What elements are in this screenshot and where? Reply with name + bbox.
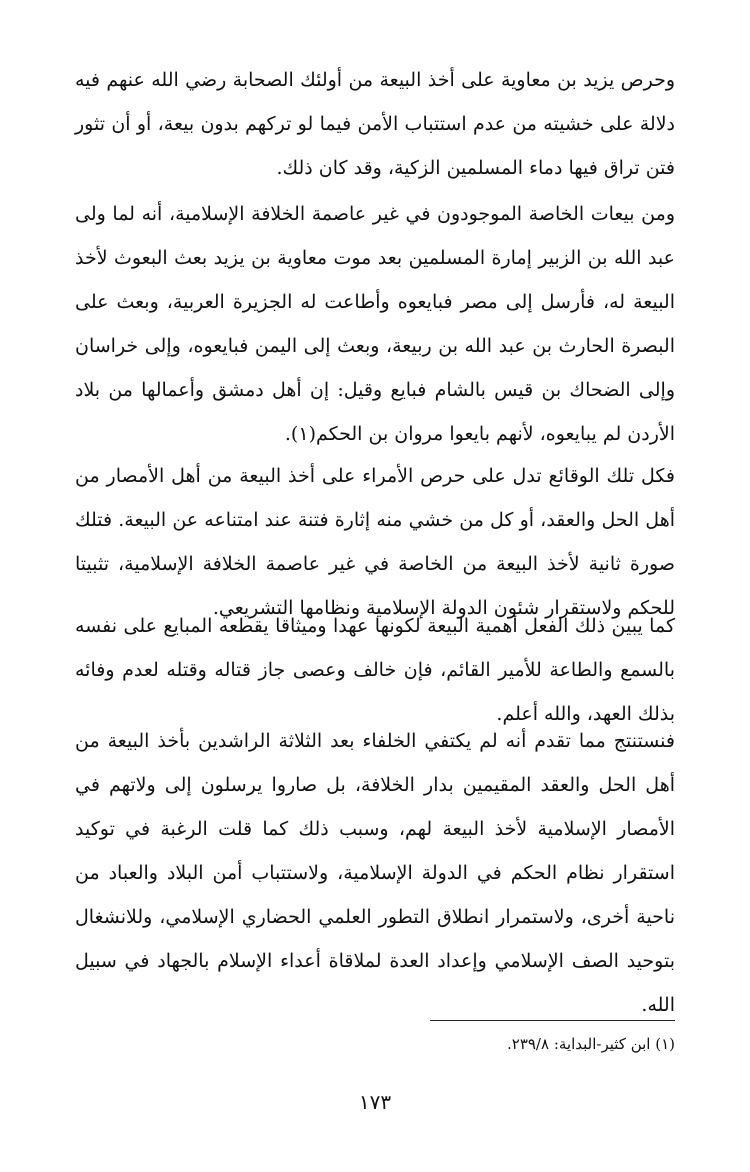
paragraph-4: كما يبين ذلك الفعل أهمية البيعة لكونها عهدا وميثاقا يقطعه المبايع على نفسه بالسمع والطاعة للأمير القائم، فإن خالف وعصى جاز قتاله وقتله لعدم وفائه بذلك العهد، والله أعلم.: [75, 615, 675, 725]
page-number: ١٧٣: [358, 1090, 392, 1114]
paragraph-2: ومن بيعات الخاصة الموجودون في غير عاصمة الخلافة الإسلامية، أنه لما ولى عبد الله بن الزبير إمارة المسلمين بعد موت معاوية بن يزيد بعث البعوث لأخذ البيعة له، فأرسل إلى مصر فبايعوه وأطاعت له الجزيرة العربية، وبعث على البصرة الحارث بن عبد الله بن ربيعة، وبعث إلى اليمن فبايعوه، وإلى خراسان وإلى الضحاك بن قيس بالشام فبايع وقيل: إن أهل دمشق وأعمالها من بلاد الأردن لم يبايعوه، لأنهم بايعوا مروان بن الحكم(١).: [75, 203, 675, 445]
footnote: (١) ابن كثير-البداية: ٢٣٩/٨.: [506, 1035, 675, 1053]
paragraph-5: فنستنتج مما تقدم أنه لم يكتفي الخلفاء بعد الثلاثة الراشدين بأخذ البيعة من أهل الحل والعقد المقيمين بدار الخلافة، بل صاروا يرسلون إلى ولاتهم في الأمصار الإسلامية لأخذ البيعة لهم، وسبب ذلك كما قلت الرغبة في توكيد استقرار نظام الحكم في الدولة الإسلامية، ولاستتباب أمن البلاد والعباد من ناحية أخرى، ولاستمرار انطلاق التطور العلمي الحضاري الإسلامي، وللانشغال بتوحيد الصف الإسلامي وإعداد العدة لملاقاة أعداء الإسلام بالجهاد في سبيل الله.: [75, 730, 675, 1016]
footnote-separator: [430, 1020, 675, 1021]
paragraph-1: وحرص يزيد بن معاوية على أخذ البيعة من أولئك الصحابة رضي الله عنهم فيه دلالة على خشيته من عدم استتباب الأمن فيما لو تركهم بدون بيعة، أو أن تثور فتن تراق فيها دماء المسلمين الزكية، وقد كان ذلك.: [75, 69, 675, 179]
paragraph-3: فكل تلك الوقائع تدل على حرص الأمراء على أخذ البيعة من أهل الأمصار من أهل الحل والعقد، أو كل من خشي منه إثارة فتنة عند امتناعه عن البيعة. فتلك صورة ثانية لأخذ البيعة من الخاصة في غير عاصمة الخلافة الإسلامية، تثبيتا للحكم ولاستقرار شئون الدولة الإسلامية ونظامها التشريعي.: [75, 465, 675, 619]
